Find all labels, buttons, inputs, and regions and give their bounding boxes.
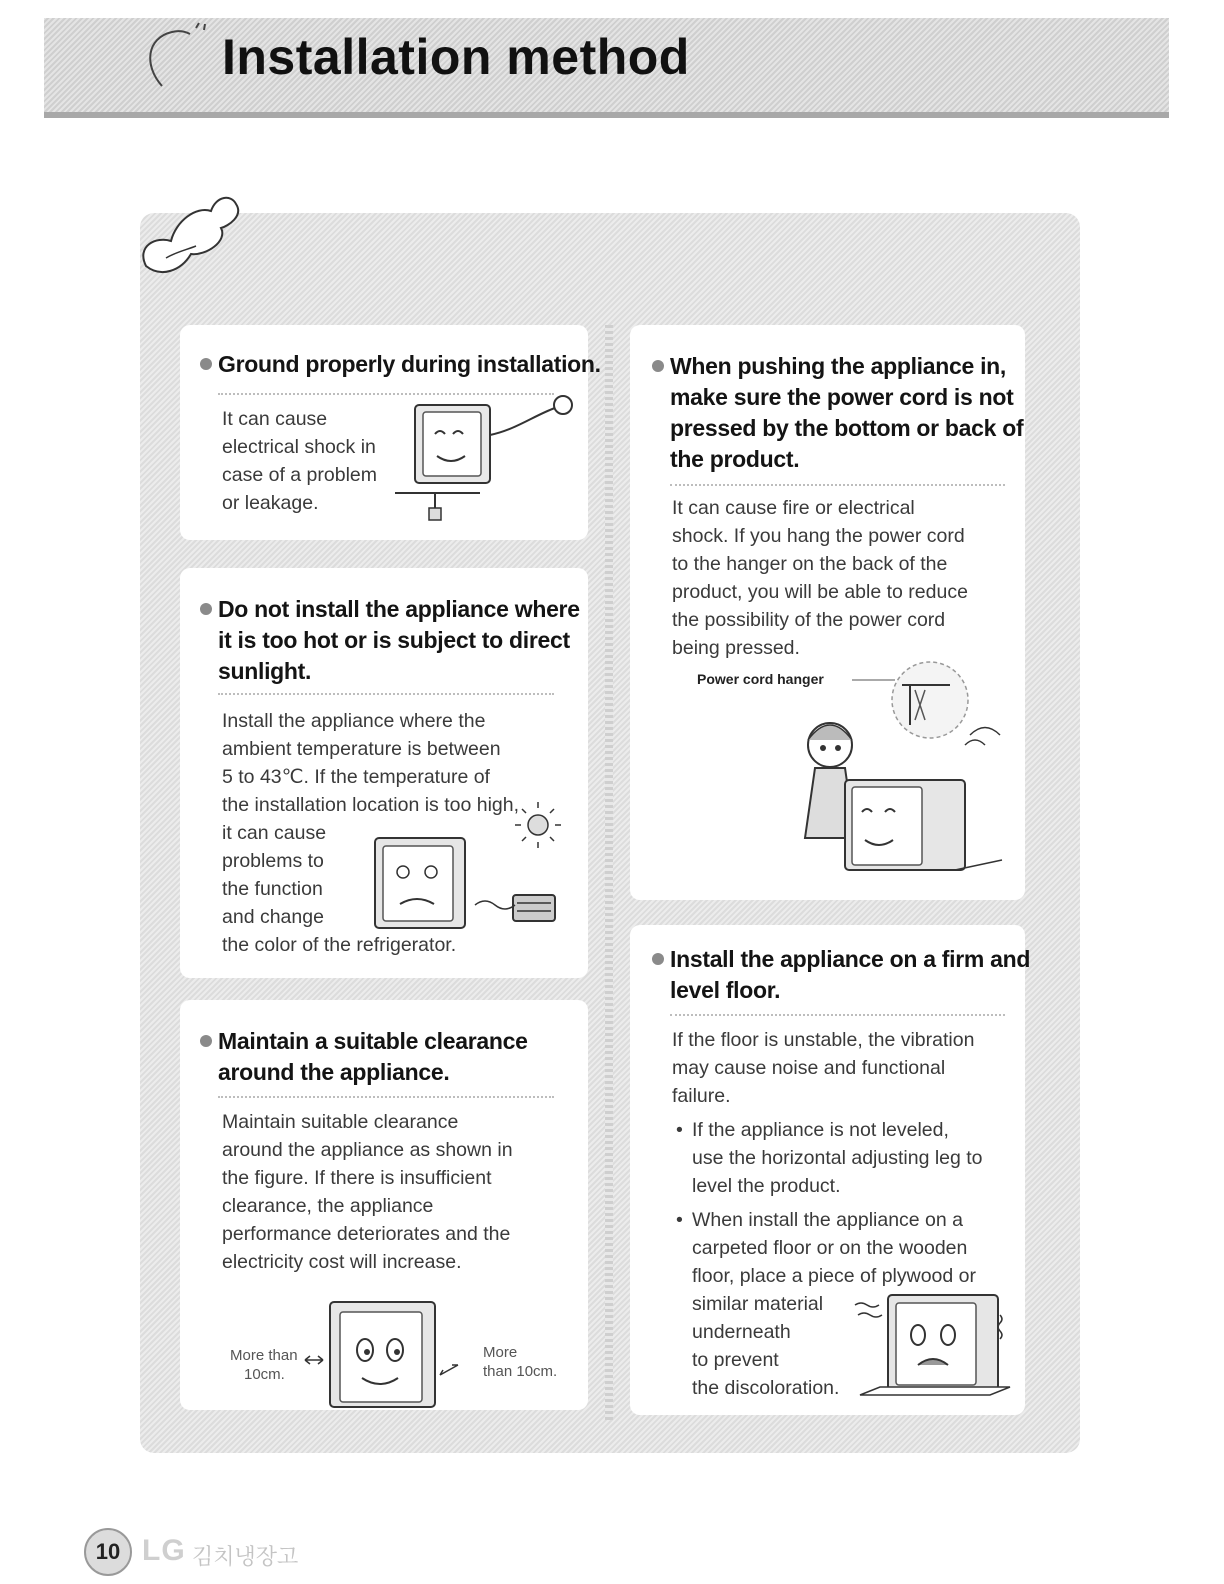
heading-bullet-icon bbox=[200, 603, 212, 615]
section-body: Maintain suitable clearance around the appliance as shown in the figure. If there is insufficient clearance, the appliance performance deteriorates and the electricity cost will increase. bbox=[222, 1111, 513, 1273]
brand-subtitle: 김치냉장고 bbox=[192, 1544, 299, 1569]
list-item: • If the appliance is not leveled, use the horizontal adjusting leg to level the product. bbox=[676, 1116, 1012, 1200]
brand-logo: LG bbox=[142, 1534, 186, 1567]
power-cord-illustration bbox=[770, 650, 1005, 880]
hand-doodle-icon bbox=[136, 186, 246, 286]
level-floor-illustration bbox=[830, 1285, 1020, 1410]
section-body: It can cause electrical shock in case of a problem or leakage. bbox=[222, 408, 378, 514]
title-swoosh-icon bbox=[140, 16, 220, 96]
heading-bullet-icon bbox=[652, 953, 664, 965]
power-cord-hanger-label: Power cord hanger bbox=[697, 671, 824, 687]
page-number: 10 bbox=[84, 1528, 132, 1576]
clearance-illustration bbox=[290, 1290, 490, 1410]
heading-bullet-icon bbox=[200, 358, 212, 370]
clearance-label-right: More than 10cm. bbox=[483, 1344, 558, 1380]
section-heading: Install the appliance on a firm and level floor. bbox=[670, 946, 1031, 1003]
section-heading: Do not install the appliance where it is too hot or is subject to direct sunlight. bbox=[218, 596, 580, 684]
section-heading: When pushing the appliance in, make sure the power cord is not pressed by the bottom or back of the product. bbox=[670, 353, 1024, 472]
appliance-ground-illustration bbox=[395, 390, 585, 525]
dotted-divider bbox=[670, 1014, 1005, 1016]
page-title: Installation method bbox=[222, 29, 690, 85]
hot-appliance-illustration bbox=[355, 800, 570, 940]
dotted-divider bbox=[670, 484, 1005, 486]
heading-bullet-icon bbox=[200, 1035, 212, 1047]
section-body: Install the appliance where the ambient temperature is between 5 to 43℃. If the temperature of the installation location is too high, it can cause problems to the function and change the color of the refrigerator. bbox=[222, 710, 520, 956]
clearance-label-left: More than 10cm. bbox=[230, 1347, 298, 1383]
dotted-divider bbox=[218, 1096, 554, 1098]
column-divider bbox=[605, 325, 613, 1420]
section-body: If the floor is unstable, the vibration may cause noise and functional failure. • If the appliance is not leveled, use the horizontal adjusting leg to level the product. • When install the appliance on a carpeted floor or on the wooden floor, place a piece of plywood or similar material underneath to prevent the discoloration. bbox=[672, 1026, 1012, 1408]
section-heading: Ground properly during installation. bbox=[218, 351, 601, 377]
list-item: • When install the appliance on a carpeted floor or on the wooden floor, place a piece of plywood or similar material underneath to prevent the discoloration. bbox=[676, 1206, 1012, 1402]
heading-bullet-icon bbox=[652, 360, 664, 372]
dotted-divider bbox=[218, 693, 554, 695]
section-body: It can cause fire or electrical shock. If you hang the power cord to the hanger on the back of the product, you will be able to reduce the possibility of the power cord being pressed. bbox=[672, 497, 968, 659]
section-heading: Maintain a suitable clearance around the appliance. bbox=[218, 1028, 528, 1085]
